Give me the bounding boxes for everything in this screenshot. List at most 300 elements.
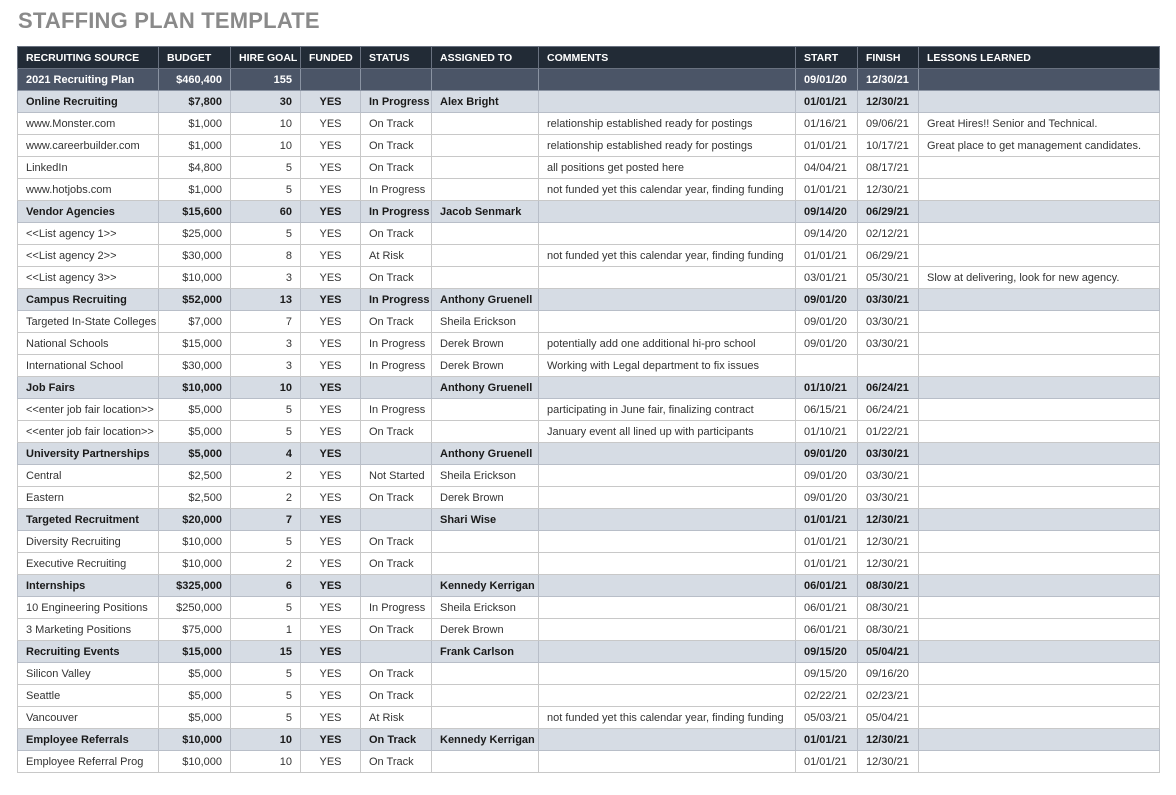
cell-budget[interactable]: $2,500 (159, 487, 231, 509)
cell-budget[interactable]: $10,000 (159, 531, 231, 553)
cell-status[interactable]: On Track (361, 729, 432, 751)
cell-funded[interactable]: YES (301, 113, 361, 135)
cell-lessons-learned[interactable] (919, 333, 1160, 355)
cell-assigned-to[interactable]: Shari Wise (432, 509, 539, 531)
cell-funded[interactable]: YES (301, 399, 361, 421)
cell-hire-goal[interactable]: 3 (231, 267, 301, 289)
cell-budget[interactable]: $250,000 (159, 597, 231, 619)
cell-source[interactable]: Job Fairs (18, 377, 159, 399)
cell-lessons-learned[interactable] (919, 91, 1160, 113)
cell-source[interactable]: <<enter job fair location>> (18, 421, 159, 443)
cell-start[interactable]: 01/10/21 (796, 421, 858, 443)
cell-comments[interactable] (539, 597, 796, 619)
cell-funded[interactable]: YES (301, 685, 361, 707)
cell-lessons-learned[interactable] (919, 685, 1160, 707)
cell-status[interactable]: On Track (361, 663, 432, 685)
cell-finish[interactable]: 03/30/21 (858, 443, 919, 465)
cell-lessons-learned[interactable] (919, 245, 1160, 267)
cell-lessons-learned[interactable] (919, 509, 1160, 531)
cell-comments[interactable] (539, 267, 796, 289)
cell-finish[interactable]: 12/30/21 (858, 179, 919, 201)
cell-budget[interactable]: $460,400 (159, 69, 231, 91)
col-header-hire-goal[interactable]: HIRE GOAL (231, 47, 301, 69)
cell-budget[interactable]: $5,000 (159, 707, 231, 729)
cell-start[interactable]: 09/01/20 (796, 69, 858, 91)
cell-budget[interactable]: $325,000 (159, 575, 231, 597)
cell-budget[interactable]: $1,000 (159, 179, 231, 201)
cell-funded[interactable]: YES (301, 531, 361, 553)
cell-budget[interactable]: $5,000 (159, 685, 231, 707)
cell-status[interactable]: On Track (361, 619, 432, 641)
cell-source[interactable]: www.careerbuilder.com (18, 135, 159, 157)
cell-finish[interactable]: 08/30/21 (858, 619, 919, 641)
cell-comments[interactable] (539, 575, 796, 597)
cell-start[interactable]: 09/01/20 (796, 311, 858, 333)
cell-start[interactable]: 09/01/20 (796, 443, 858, 465)
cell-assigned-to[interactable] (432, 707, 539, 729)
cell-comments[interactable]: participating in June fair, finalizing contract (539, 399, 796, 421)
cell-comments[interactable]: relationship established ready for postings (539, 135, 796, 157)
cell-status[interactable]: On Track (361, 223, 432, 245)
cell-source[interactable]: 3 Marketing Positions (18, 619, 159, 641)
cell-start[interactable]: 09/15/20 (796, 641, 858, 663)
cell-comments[interactable]: January event all lined up with participants (539, 421, 796, 443)
cell-comments[interactable]: not funded yet this calendar year, finding funding (539, 179, 796, 201)
col-header-finish[interactable]: FINISH (858, 47, 919, 69)
cell-assigned-to[interactable]: Kennedy Kerrigan (432, 729, 539, 751)
cell-source[interactable]: www.Monster.com (18, 113, 159, 135)
cell-assigned-to[interactable] (432, 421, 539, 443)
cell-status[interactable] (361, 641, 432, 663)
cell-budget[interactable]: $15,000 (159, 641, 231, 663)
cell-finish[interactable]: 08/30/21 (858, 575, 919, 597)
cell-status[interactable] (361, 575, 432, 597)
cell-start[interactable]: 01/01/21 (796, 179, 858, 201)
cell-assigned-to[interactable] (432, 267, 539, 289)
cell-funded[interactable]: YES (301, 289, 361, 311)
cell-comments[interactable] (539, 641, 796, 663)
cell-status[interactable]: On Track (361, 135, 432, 157)
cell-hire-goal[interactable]: 5 (231, 399, 301, 421)
cell-assigned-to[interactable]: Alex Bright (432, 91, 539, 113)
cell-start[interactable]: 01/01/21 (796, 729, 858, 751)
cell-budget[interactable]: $1,000 (159, 113, 231, 135)
cell-status[interactable]: On Track (361, 113, 432, 135)
cell-hire-goal[interactable]: 1 (231, 619, 301, 641)
cell-start[interactable]: 06/15/21 (796, 399, 858, 421)
cell-comments[interactable] (539, 69, 796, 91)
cell-budget[interactable]: $10,000 (159, 553, 231, 575)
cell-hire-goal[interactable]: 6 (231, 575, 301, 597)
cell-source[interactable]: www.hotjobs.com (18, 179, 159, 201)
cell-hire-goal[interactable]: 5 (231, 685, 301, 707)
cell-comments[interactable] (539, 311, 796, 333)
cell-assigned-to[interactable]: Anthony Gruenell (432, 289, 539, 311)
cell-hire-goal[interactable]: 10 (231, 751, 301, 773)
cell-source[interactable]: Employee Referral Prog (18, 751, 159, 773)
cell-source[interactable]: <<List agency 2>> (18, 245, 159, 267)
cell-funded[interactable]: YES (301, 91, 361, 113)
cell-source[interactable]: University Partnerships (18, 443, 159, 465)
cell-lessons-learned[interactable] (919, 311, 1160, 333)
cell-source[interactable]: 10 Engineering Positions (18, 597, 159, 619)
col-header-status[interactable]: STATUS (361, 47, 432, 69)
cell-assigned-to[interactable]: Sheila Erickson (432, 597, 539, 619)
cell-lessons-learned[interactable] (919, 201, 1160, 223)
col-header-funded[interactable]: FUNDED (301, 47, 361, 69)
cell-funded[interactable]: YES (301, 641, 361, 663)
cell-status[interactable]: On Track (361, 685, 432, 707)
cell-status[interactable]: In Progress (361, 333, 432, 355)
cell-source[interactable]: Diversity Recruiting (18, 531, 159, 553)
cell-budget[interactable]: $2,500 (159, 465, 231, 487)
cell-funded[interactable]: YES (301, 553, 361, 575)
cell-lessons-learned[interactable] (919, 179, 1160, 201)
cell-start[interactable]: 01/10/21 (796, 377, 858, 399)
cell-status[interactable]: In Progress (361, 289, 432, 311)
cell-lessons-learned[interactable] (919, 355, 1160, 377)
cell-hire-goal[interactable]: 60 (231, 201, 301, 223)
cell-budget[interactable]: $25,000 (159, 223, 231, 245)
cell-finish[interactable]: 02/12/21 (858, 223, 919, 245)
cell-source[interactable]: Silicon Valley (18, 663, 159, 685)
cell-start[interactable]: 04/04/21 (796, 157, 858, 179)
cell-comments[interactable] (539, 531, 796, 553)
cell-start[interactable]: 01/01/21 (796, 135, 858, 157)
cell-budget[interactable]: $75,000 (159, 619, 231, 641)
cell-source[interactable]: Internships (18, 575, 159, 597)
cell-funded[interactable]: YES (301, 245, 361, 267)
cell-lessons-learned[interactable] (919, 421, 1160, 443)
cell-source[interactable]: Executive Recruiting (18, 553, 159, 575)
cell-status[interactable]: In Progress (361, 91, 432, 113)
cell-status[interactable]: On Track (361, 421, 432, 443)
cell-hire-goal[interactable]: 5 (231, 531, 301, 553)
cell-budget[interactable]: $5,000 (159, 443, 231, 465)
cell-comments[interactable] (539, 289, 796, 311)
cell-comments[interactable] (539, 223, 796, 245)
cell-status[interactable]: On Track (361, 751, 432, 773)
cell-lessons-learned[interactable] (919, 707, 1160, 729)
cell-finish[interactable]: 12/30/21 (858, 509, 919, 531)
cell-budget[interactable]: $52,000 (159, 289, 231, 311)
cell-lessons-learned[interactable] (919, 487, 1160, 509)
cell-status[interactable]: Not Started (361, 465, 432, 487)
cell-status[interactable]: In Progress (361, 355, 432, 377)
cell-hire-goal[interactable]: 30 (231, 91, 301, 113)
cell-funded[interactable]: YES (301, 751, 361, 773)
cell-finish[interactable]: 03/30/21 (858, 311, 919, 333)
cell-status[interactable]: In Progress (361, 399, 432, 421)
cell-status[interactable]: On Track (361, 531, 432, 553)
cell-comments[interactable] (539, 685, 796, 707)
cell-hire-goal[interactable]: 5 (231, 597, 301, 619)
cell-finish[interactable]: 05/04/21 (858, 641, 919, 663)
cell-status[interactable] (361, 509, 432, 531)
cell-status[interactable] (361, 443, 432, 465)
cell-hire-goal[interactable]: 4 (231, 443, 301, 465)
cell-hire-goal[interactable]: 5 (231, 421, 301, 443)
cell-lessons-learned[interactable] (919, 597, 1160, 619)
cell-status[interactable]: On Track (361, 487, 432, 509)
cell-start[interactable]: 06/01/21 (796, 597, 858, 619)
cell-start[interactable]: 01/01/21 (796, 751, 858, 773)
cell-comments[interactable]: relationship established ready for postings (539, 113, 796, 135)
cell-budget[interactable]: $30,000 (159, 245, 231, 267)
cell-lessons-learned[interactable] (919, 663, 1160, 685)
cell-assigned-to[interactable]: Jacob Senmark (432, 201, 539, 223)
cell-hire-goal[interactable]: 5 (231, 157, 301, 179)
cell-funded[interactable]: YES (301, 465, 361, 487)
cell-status[interactable]: At Risk (361, 245, 432, 267)
cell-assigned-to[interactable] (432, 399, 539, 421)
cell-funded[interactable]: YES (301, 135, 361, 157)
cell-comments[interactable] (539, 663, 796, 685)
cell-assigned-to[interactable] (432, 663, 539, 685)
cell-start[interactable]: 05/03/21 (796, 707, 858, 729)
cell-finish[interactable]: 08/30/21 (858, 597, 919, 619)
cell-start[interactable]: 09/15/20 (796, 663, 858, 685)
cell-funded[interactable]: YES (301, 443, 361, 465)
cell-hire-goal[interactable]: 5 (231, 223, 301, 245)
cell-lessons-learned[interactable] (919, 641, 1160, 663)
cell-lessons-learned[interactable] (919, 751, 1160, 773)
cell-hire-goal[interactable]: 10 (231, 135, 301, 157)
cell-source[interactable]: Recruiting Events (18, 641, 159, 663)
cell-status[interactable] (361, 69, 432, 91)
cell-lessons-learned[interactable] (919, 531, 1160, 553)
cell-budget[interactable]: $7,000 (159, 311, 231, 333)
cell-status[interactable]: On Track (361, 157, 432, 179)
cell-budget[interactable]: $10,000 (159, 751, 231, 773)
cell-funded[interactable]: YES (301, 421, 361, 443)
cell-status[interactable]: On Track (361, 311, 432, 333)
cell-source[interactable]: <<enter job fair location>> (18, 399, 159, 421)
cell-comments[interactable] (539, 377, 796, 399)
cell-lessons-learned[interactable] (919, 223, 1160, 245)
cell-finish[interactable]: 09/06/21 (858, 113, 919, 135)
cell-source[interactable]: Seattle (18, 685, 159, 707)
cell-funded[interactable]: YES (301, 267, 361, 289)
cell-assigned-to[interactable]: Sheila Erickson (432, 311, 539, 333)
cell-assigned-to[interactable]: Anthony Gruenell (432, 443, 539, 465)
cell-lessons-learned[interactable] (919, 729, 1160, 751)
cell-finish[interactable]: 06/24/21 (858, 399, 919, 421)
cell-funded[interactable]: YES (301, 157, 361, 179)
cell-funded[interactable]: YES (301, 201, 361, 223)
cell-budget[interactable]: $15,600 (159, 201, 231, 223)
col-header-assigned[interactable]: ASSIGNED TO (432, 47, 539, 69)
cell-finish[interactable]: 08/17/21 (858, 157, 919, 179)
cell-start[interactable]: 03/01/21 (796, 267, 858, 289)
cell-funded[interactable]: YES (301, 619, 361, 641)
cell-source[interactable]: National Schools (18, 333, 159, 355)
cell-assigned-to[interactable]: Derek Brown (432, 355, 539, 377)
cell-status[interactable]: On Track (361, 553, 432, 575)
cell-hire-goal[interactable]: 15 (231, 641, 301, 663)
cell-assigned-to[interactable]: Sheila Erickson (432, 465, 539, 487)
cell-status[interactable] (361, 377, 432, 399)
cell-finish[interactable]: 02/23/21 (858, 685, 919, 707)
cell-finish[interactable] (858, 355, 919, 377)
cell-finish[interactable]: 12/30/21 (858, 69, 919, 91)
cell-assigned-to[interactable]: Frank Carlson (432, 641, 539, 663)
cell-finish[interactable]: 05/04/21 (858, 707, 919, 729)
cell-lessons-learned[interactable] (919, 377, 1160, 399)
cell-lessons-learned[interactable] (919, 69, 1160, 91)
cell-source[interactable]: <<List agency 1>> (18, 223, 159, 245)
cell-finish[interactable]: 12/30/21 (858, 91, 919, 113)
cell-start[interactable]: 09/01/20 (796, 465, 858, 487)
cell-funded[interactable]: YES (301, 377, 361, 399)
cell-source[interactable]: Eastern (18, 487, 159, 509)
cell-hire-goal[interactable]: 155 (231, 69, 301, 91)
cell-assigned-to[interactable]: Derek Brown (432, 333, 539, 355)
cell-source[interactable]: LinkedIn (18, 157, 159, 179)
cell-source[interactable]: Vancouver (18, 707, 159, 729)
cell-comments[interactable] (539, 619, 796, 641)
cell-budget[interactable]: $5,000 (159, 399, 231, 421)
cell-source[interactable]: International School (18, 355, 159, 377)
cell-finish[interactable]: 05/30/21 (858, 267, 919, 289)
cell-assigned-to[interactable] (432, 685, 539, 707)
cell-start[interactable] (796, 355, 858, 377)
col-header-budget[interactable]: BUDGET (159, 47, 231, 69)
cell-comments[interactable]: Working with Legal department to fix issues (539, 355, 796, 377)
cell-lessons-learned[interactable]: Great place to get management candidates. (919, 135, 1160, 157)
cell-lessons-learned[interactable]: Slow at delivering, look for new agency. (919, 267, 1160, 289)
cell-finish[interactable]: 12/30/21 (858, 553, 919, 575)
cell-budget[interactable]: $7,800 (159, 91, 231, 113)
cell-budget[interactable]: $30,000 (159, 355, 231, 377)
cell-budget[interactable]: $10,000 (159, 377, 231, 399)
cell-start[interactable]: 01/01/21 (796, 553, 858, 575)
cell-assigned-to[interactable] (432, 751, 539, 773)
col-header-start[interactable]: START (796, 47, 858, 69)
cell-lessons-learned[interactable] (919, 619, 1160, 641)
cell-source[interactable]: Employee Referrals (18, 729, 159, 751)
cell-start[interactable]: 01/01/21 (796, 91, 858, 113)
cell-hire-goal[interactable]: 5 (231, 663, 301, 685)
cell-start[interactable]: 02/22/21 (796, 685, 858, 707)
cell-budget[interactable]: $5,000 (159, 421, 231, 443)
cell-comments[interactable] (539, 729, 796, 751)
cell-source[interactable]: <<List agency 3>> (18, 267, 159, 289)
cell-comments[interactable]: potentially add one additional hi-pro school (539, 333, 796, 355)
cell-start[interactable]: 01/16/21 (796, 113, 858, 135)
cell-funded[interactable]: YES (301, 487, 361, 509)
cell-funded[interactable]: YES (301, 729, 361, 751)
cell-assigned-to[interactable] (432, 135, 539, 157)
cell-hire-goal[interactable]: 13 (231, 289, 301, 311)
cell-start[interactable]: 01/01/21 (796, 245, 858, 267)
cell-assigned-to[interactable] (432, 69, 539, 91)
cell-hire-goal[interactable]: 2 (231, 553, 301, 575)
cell-funded[interactable]: YES (301, 597, 361, 619)
cell-assigned-to[interactable] (432, 179, 539, 201)
cell-budget[interactable]: $15,000 (159, 333, 231, 355)
cell-status[interactable]: At Risk (361, 707, 432, 729)
cell-comments[interactable] (539, 201, 796, 223)
cell-assigned-to[interactable] (432, 223, 539, 245)
cell-comments[interactable]: not funded yet this calendar year, finding funding (539, 245, 796, 267)
cell-funded[interactable]: YES (301, 509, 361, 531)
cell-lessons-learned[interactable] (919, 289, 1160, 311)
cell-source[interactable]: Vendor Agencies (18, 201, 159, 223)
cell-comments[interactable] (539, 509, 796, 531)
cell-source[interactable]: Campus Recruiting (18, 289, 159, 311)
cell-finish[interactable]: 03/30/21 (858, 465, 919, 487)
cell-hire-goal[interactable]: 2 (231, 465, 301, 487)
cell-budget[interactable]: $20,000 (159, 509, 231, 531)
cell-hire-goal[interactable]: 3 (231, 355, 301, 377)
cell-lessons-learned[interactable] (919, 465, 1160, 487)
cell-funded[interactable]: YES (301, 663, 361, 685)
cell-funded[interactable]: YES (301, 179, 361, 201)
cell-comments[interactable] (539, 443, 796, 465)
cell-finish[interactable]: 12/30/21 (858, 729, 919, 751)
cell-finish[interactable]: 06/24/21 (858, 377, 919, 399)
cell-comments[interactable] (539, 487, 796, 509)
cell-comments[interactable] (539, 751, 796, 773)
cell-status[interactable]: On Track (361, 267, 432, 289)
cell-hire-goal[interactable]: 2 (231, 487, 301, 509)
cell-start[interactable]: 01/01/21 (796, 509, 858, 531)
cell-funded[interactable]: YES (301, 707, 361, 729)
col-header-comments[interactable]: COMMENTS (539, 47, 796, 69)
cell-finish[interactable]: 03/30/21 (858, 333, 919, 355)
cell-source[interactable]: Online Recruiting (18, 91, 159, 113)
cell-source[interactable]: Targeted In-State Colleges (18, 311, 159, 333)
cell-budget[interactable]: $10,000 (159, 267, 231, 289)
cell-start[interactable]: 06/01/21 (796, 619, 858, 641)
cell-funded[interactable]: YES (301, 223, 361, 245)
cell-lessons-learned[interactable] (919, 443, 1160, 465)
cell-assigned-to[interactable]: Anthony Gruenell (432, 377, 539, 399)
cell-start[interactable]: 06/01/21 (796, 575, 858, 597)
cell-funded[interactable]: YES (301, 333, 361, 355)
cell-assigned-to[interactable]: Derek Brown (432, 619, 539, 641)
cell-comments[interactable]: not funded yet this calendar year, finding funding (539, 707, 796, 729)
cell-start[interactable]: 09/01/20 (796, 487, 858, 509)
cell-finish[interactable]: 12/30/21 (858, 531, 919, 553)
cell-hire-goal[interactable]: 5 (231, 179, 301, 201)
cell-hire-goal[interactable]: 7 (231, 509, 301, 531)
cell-finish[interactable]: 10/17/21 (858, 135, 919, 157)
cell-source[interactable]: 2021 Recruiting Plan (18, 69, 159, 91)
cell-hire-goal[interactable]: 3 (231, 333, 301, 355)
cell-funded[interactable]: YES (301, 355, 361, 377)
cell-start[interactable]: 09/01/20 (796, 289, 858, 311)
cell-funded[interactable]: YES (301, 575, 361, 597)
cell-lessons-learned[interactable] (919, 553, 1160, 575)
cell-hire-goal[interactable]: 10 (231, 729, 301, 751)
cell-source[interactable]: Targeted Recruitment (18, 509, 159, 531)
cell-budget[interactable]: $10,000 (159, 729, 231, 751)
cell-lessons-learned[interactable]: Great Hires!! Senior and Technical. (919, 113, 1160, 135)
cell-assigned-to[interactable] (432, 531, 539, 553)
cell-finish[interactable]: 09/16/20 (858, 663, 919, 685)
cell-hire-goal[interactable]: 10 (231, 113, 301, 135)
cell-hire-goal[interactable]: 8 (231, 245, 301, 267)
cell-assigned-to[interactable]: Derek Brown (432, 487, 539, 509)
cell-assigned-to[interactable] (432, 113, 539, 135)
cell-status[interactable]: In Progress (361, 201, 432, 223)
cell-finish[interactable]: 03/30/21 (858, 289, 919, 311)
cell-status[interactable]: In Progress (361, 179, 432, 201)
cell-finish[interactable]: 01/22/21 (858, 421, 919, 443)
cell-comments[interactable] (539, 465, 796, 487)
